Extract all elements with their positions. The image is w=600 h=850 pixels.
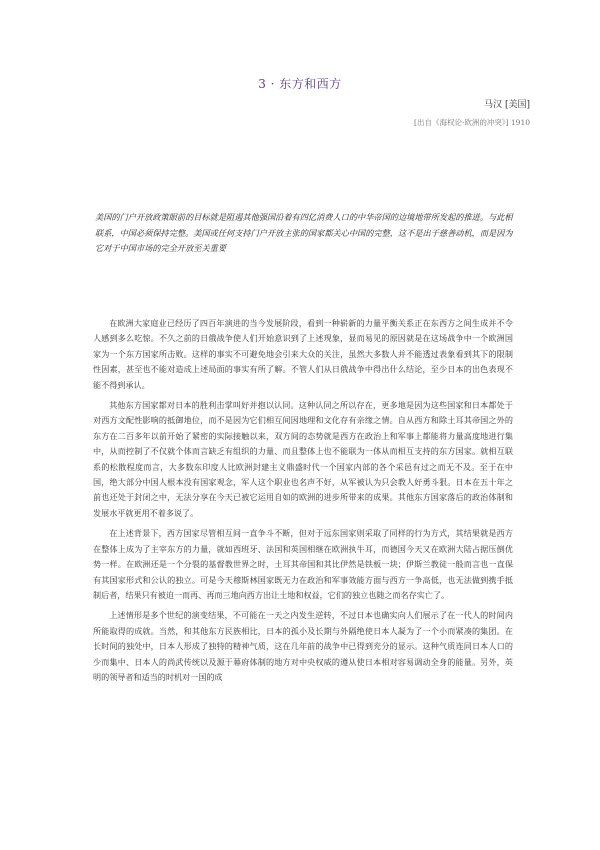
abstract-paragraph: 美国的门户开放政策眼前的目标就是阻遏其他强国沿着有四亿消费人口的中华帝国的边境地带所发起的推进。与此相联系，中国必须保持完整。美国或任何支持门户开放主张的国家都关心中国的完整，这不是出于慈善动机，而是因为它对于中国市场的完全开放至关重要 [95, 212, 513, 253]
body-text [93, 316, 513, 690]
body-paragraph-2: 其他东方国家都对日本的胜利击掌叫好并抱以认同。这种认同之所以存在，更多地是因为这些国家和日本都处于对西方文配性影响的抵御地位，而不是因为它们相互间因地理和文化存有亲缘之情。自从西方和除土耳其帝国之外的东方在二百多年以前开始了紧密的实际接触以来，双方间的态势就是西方在政治上和军事上都能将力量高度地进行集中，从而控制了不仅就个体而言缺乏有组织的力量、而且整体上也不能联为一体从而相互支持的东方国家。就相互联系的松散程度而言，大多数东印度人比欧洲封建主义鼎盛时代一个国家内部的各个采邑有过之而无不及。至于在中国，绝大部分中国人根本没有国家观念，军人这个职业也名声不好，从军被认为只会教人好勇斗狠。日本在五十年之前也还处于封闭之中，无法分享在今天已被它运用自如的欧洲的进步所带来的成果。其他东方国家落后的政治体制和发展水平就更用不着多说了。 [93, 400, 513, 518]
body-paragraph-3: 在上述背景下，西方国家尽管相互间一直争斗不断，但对于远东国家则采取了同样的行为方式，其结果就是西方在整体上成为了主宰东方的力量，就如西班牙、法国和英国相继在欧洲执牛耳，而德国今天又在欧洲大陆占据压倒优势一样。在欧洲还是一个分裂的基督教世界之时，土耳其帝国和其比伊然是铁板一块；伊斯兰教徒一般而言也一直保有其国家形式和公认的独立。可是今天穆斯林国家既无力在政治和军事效能方面与西方一争高低，也无法做到携手抵制后者，结果只有被迫一而再、再而三地向西方出让土地和权益，它们的独立也随之而名存实亡了。 [93, 528, 513, 600]
body-paragraph-4: 上述情形是多个世纪的演变结果，不可能在一天之内发生逆转，不过日本也确实向人们展示了在一代人的时间内所能取得的成就。当然，和其他东方民族相比，日本的孤小及长期与外隔绝使日本人凝为了一个小而紧凑的集团。在长时间的独处中，日本人形成了独特的精神气质，这在几年前的战争中已得到充分的显示。这种气质连同日本人口的少而集中、日本人的尚武传统以及源于幕府体制的地方对中央权威的遵从使日本相对容易调动全身的能量。另外，英明的领导者和适当的时机对一国的成 [93, 610, 513, 682]
author-line: 马汉 [美国] [484, 100, 530, 110]
chapter-title: 3 · 东方和西方 [258, 77, 342, 91]
body-paragraph-1: 在欧洲大家庭业已经历了四百年演进的当今发展阶段，看到一种崭新的力量平衡关系正在东西方之间生成并不令人感到多么吃惊。不久之前的日俄战争使人们开始意识到了上述现象，显而易见的原因就是在这场战争中一个欧洲国家为一个东方国家所击败。这样的事实不可避免地会引来大众的关注，虽然大多数人并不能透过表象看到其下的限制性因素，甚至也不能对造成上述局面的事实有所了解。不管人们从日俄战争中得出什么结论，至少日本的出色表现不能不得到承认。 [93, 318, 513, 390]
source-citation: [出自《海权论·欧洲的冲突》] 1910 [414, 118, 530, 127]
